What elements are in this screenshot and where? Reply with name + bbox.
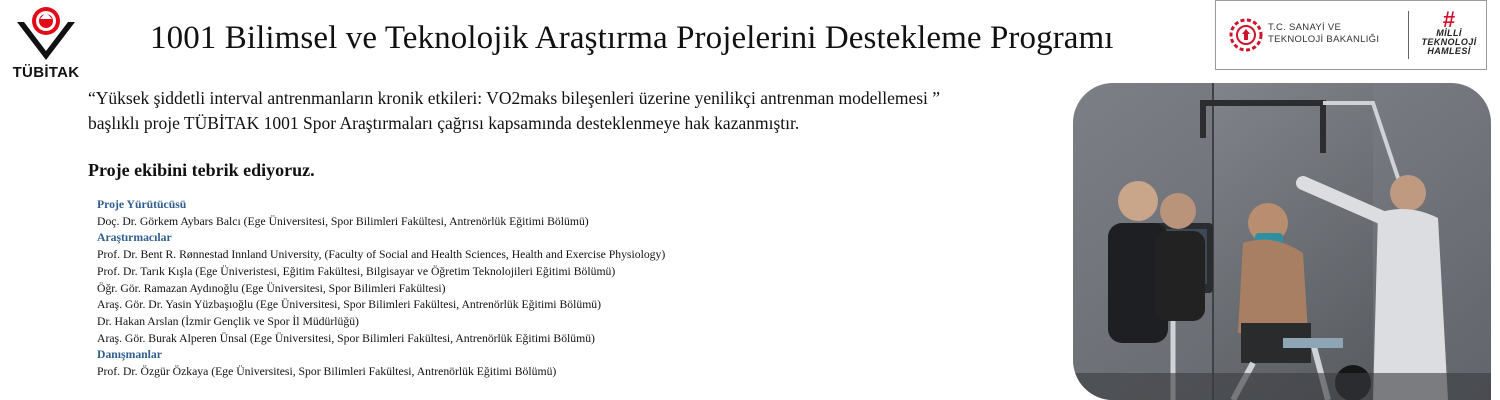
ministry-gear-icon (1228, 17, 1264, 53)
milli-teknoloji-logo (1419, 7, 1479, 56)
tubitak-logo (10, 2, 80, 86)
page-title: 1001 Bilimsel ve Teknolojik Araştırma Projelerini Destekleme Programı (150, 20, 1114, 56)
team-member: Prof. Dr. Özgür Özkaya (Ege Üniversitesi, Spor Bilimleri Fakültesi, Antrenörlük Eğitimi Bölümü) (97, 365, 557, 379)
project-description (88, 86, 1068, 136)
lab-test-photo (1073, 83, 1491, 400)
milli-line1: MİLLİ (1436, 28, 1462, 38)
team-member: Prof. Dr. Tarık Kışla (Ege Üniveristesi, Eğitim Fakültesi, Bilgisayar ve Öğretim Teknolojileri Eğitimi Bölümü) (97, 264, 616, 278)
milli-line3: HAMLESİ (1427, 46, 1471, 56)
team-member: Araş. Gör. Burak Alperen Ünsal (Ege Üniversitesi, Spor Bilimleri Fakültesi, Antrenörlük Eğitimi Bölümü) (97, 331, 595, 345)
ministry-name-line2: TEKNOLOJİ BAKANLIĞI (1268, 34, 1380, 45)
project-support-line: başlıklı proje TÜBİTAK 1001 Spor Araştırmaları çağrısı kapsamında desteklenmeye hak kazanmıştır. (88, 113, 800, 133)
team-member: Dr. Hakan Arslan (İzmir Gençlik ve Spor İl Müdürlüğü) (97, 314, 359, 328)
team-member: Doç. Dr. Görkem Aybars Balcı (Ege Üniversitesi, Spor Bilimleri Fakültesi, Antrenörlük Eğitimi Bölümü) (97, 214, 589, 228)
team-member: Prof. Dr. Bent R. Rønnestad Innland University, (Faculty of Social and Health Sciences, Health and Exercise Physiology) (97, 248, 666, 262)
team-member: Araş. Gör. Dr. Yasin Yüzbaşıoğlu (Ege Üniversitesi, Spor Bilimleri Fakültesi, Antrenörlük Eğitimi Bölümü) (97, 298, 602, 312)
congratulations-text: Proje ekibini tebrik ediyoruz. (88, 160, 315, 180)
role-heading-pi: Proje Yürütücüsü (97, 198, 187, 211)
milli-line2: TEKNOLOJİ (1421, 37, 1477, 47)
role-heading-advisors: Danışmanlar (97, 348, 162, 362)
tubitak-emblem-icon (11, 2, 81, 64)
team-member: Öğr. Gör. Ramazan Aydınoğlu (Ege Üniversitesi, Spor Bilimleri Fakültesi) (97, 281, 446, 295)
project-title-line: “Yüksek şiddetli interval antrenmanların kronik etkileri: VO2maks bileşenleri üzerine yenilikçi antrenman modellemesi ” (88, 88, 941, 108)
ministry-name (1268, 22, 1379, 46)
ministry-logo (1215, 0, 1487, 70)
tubitak-wordmark: TÜBİTAK (12, 64, 80, 81)
ministry-name-line1: T.C. SANAYİ VE (1268, 22, 1342, 33)
role-heading-researchers: Araştırmacılar (97, 231, 172, 245)
project-team (97, 197, 1057, 381)
hashtag-icon: # (1442, 7, 1456, 32)
lab-test-illustration (1073, 83, 1491, 400)
logo-divider (1408, 11, 1409, 59)
